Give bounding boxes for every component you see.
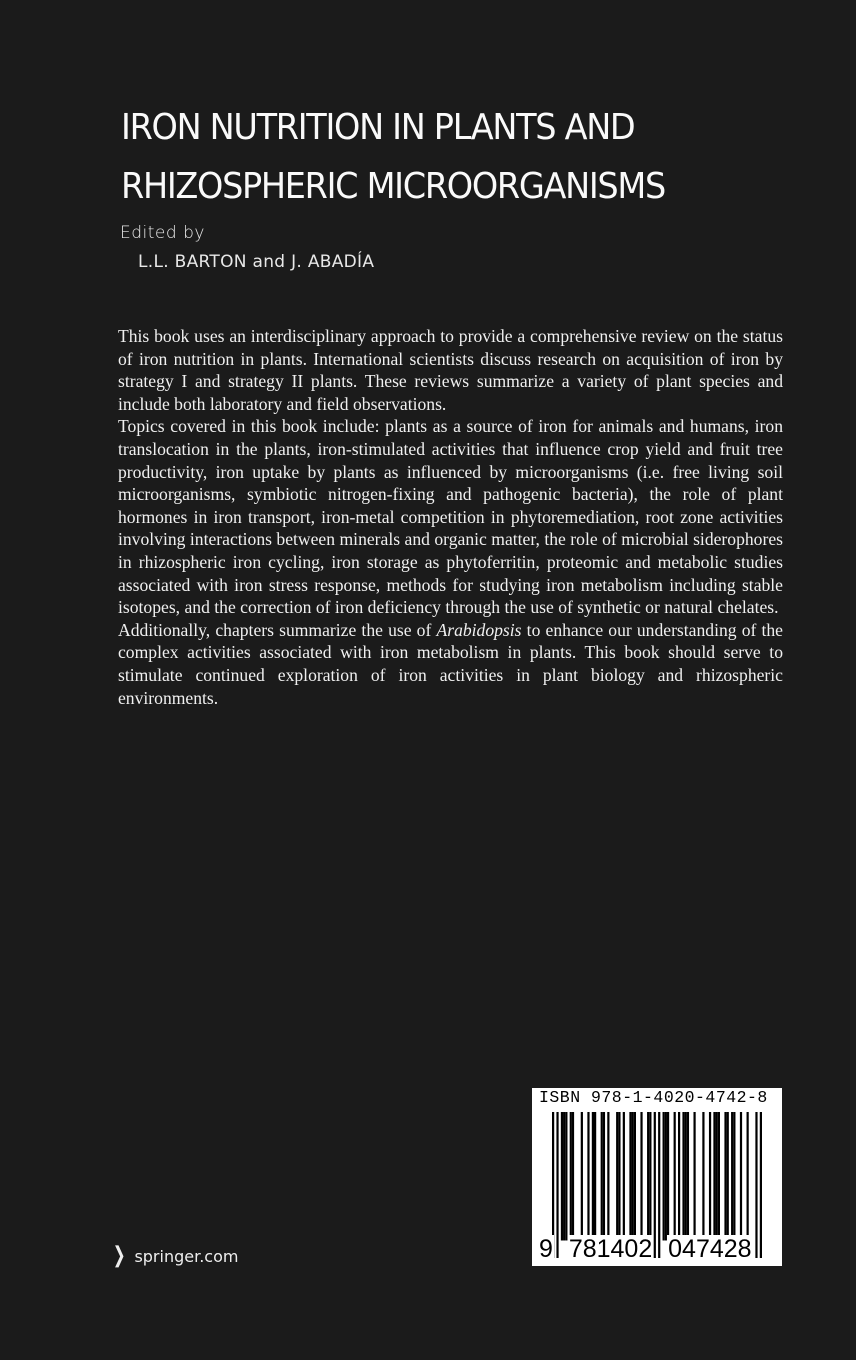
text: to enhance our understanding of the complex activities associated with iron metabolism in plants. This book should serve to stimulate continued exploration of iron activities in plant biology and rhizospheric environments. xyxy=(118,619,783,708)
barcode-bar xyxy=(716,1112,718,1240)
barcode-bar xyxy=(592,1112,594,1240)
barcode-bar xyxy=(623,1112,625,1240)
barcode-bar xyxy=(733,1112,735,1240)
description-paragraph-3 xyxy=(118,619,783,709)
barcode-bar xyxy=(618,1112,620,1240)
barcode-bar xyxy=(731,1112,733,1240)
barcode-bar xyxy=(603,1112,605,1240)
barcode-bar xyxy=(665,1112,667,1240)
title-line-2: RHIZOSPHERIC MICROORGANISMS xyxy=(121,166,665,207)
barcode-bar xyxy=(674,1112,676,1240)
description-paragraph-1: This book uses an interdisciplinary approach to provide a comprehensive review on the status of iron nutrition in plants. International scientists discuss research on acquisition of iron by strategy I and strategy II plants. These reviews summarize a variety of plant species and include both laboratory and field observations. xyxy=(118,326,783,414)
barcode-bar xyxy=(713,1112,715,1240)
barcode-bar xyxy=(687,1112,689,1240)
chevron-right-icon: ❯ xyxy=(112,1243,126,1268)
barcode-bar xyxy=(632,1112,634,1240)
barcode-bar xyxy=(663,1112,665,1240)
barcode-bar xyxy=(647,1112,649,1240)
barcode-bar xyxy=(640,1112,642,1240)
barcode-bar xyxy=(594,1112,596,1240)
book-title xyxy=(121,98,665,216)
barcode-bar xyxy=(563,1112,565,1240)
barcode-bar xyxy=(601,1112,603,1240)
barcode-bar xyxy=(678,1112,680,1240)
barcode-bar xyxy=(572,1112,574,1240)
barcode-bar xyxy=(634,1112,636,1240)
barcode-bar xyxy=(570,1112,572,1240)
barcode-bar xyxy=(693,1112,695,1240)
barcode-bar xyxy=(649,1112,651,1240)
barcode-bar xyxy=(740,1112,742,1240)
barcode-bar xyxy=(727,1112,729,1240)
barcode-bar xyxy=(718,1112,720,1240)
barcode-bar xyxy=(747,1112,749,1240)
barcode-bar xyxy=(616,1112,618,1240)
description-paragraph-2: Topics covered in this book include: plants as a source of iron for animals and humans, iron translocation in the plants, iron-stimulated activities that influence crop yield and fruit tree productivity, iron uptake by plants as influenced by microorganisms (i.e. free living soil microorganisms, symbiotic nitrogen-fixing and pathogenic bacteria), the role of plant hormones in iron transport, iron-metal competition in phytoremediation, root zone activities involving interactions between minerals and organic matter, the role of microbial siderophores in rhizospheric iron cycling, iron storage as phytoferritin, proteomic and metabolic studies associated with iron stress response, methods for studying iron metabolism including stable isotopes, and the correction of iron deficiency through the use of synthetic or natural chelates. xyxy=(118,416,783,618)
barcode-bar xyxy=(587,1112,589,1240)
barcode-bar xyxy=(702,1112,704,1240)
editors: L.L. BARTON and J. ABADÍA xyxy=(138,252,375,272)
barcode-bar xyxy=(709,1112,711,1240)
title-line-1: IRON NUTRITION IN PLANTS AND xyxy=(121,107,635,148)
publisher-url: springer.com xyxy=(134,1246,239,1266)
publisher-logo xyxy=(110,1243,239,1268)
isbn-barcode xyxy=(532,1088,782,1266)
barcode-digits xyxy=(538,1234,753,1264)
barcode-bar xyxy=(760,1112,762,1258)
book-description xyxy=(118,325,783,709)
barcode-bar xyxy=(685,1112,687,1240)
barcode-bar xyxy=(755,1112,757,1258)
species-name: Arabidopsis xyxy=(436,619,522,640)
barcode-bar xyxy=(682,1112,684,1240)
right-digits: 047428 xyxy=(668,1235,752,1263)
text: Additionally, chapters summarize the use of xyxy=(118,619,437,640)
edited-by-label: Edited by xyxy=(120,223,205,243)
barcode-bar xyxy=(581,1112,583,1240)
barcode-bar xyxy=(724,1112,726,1240)
left-digits: 781402 xyxy=(568,1235,653,1263)
barcode-bar xyxy=(667,1112,669,1240)
barcode-bar xyxy=(561,1112,563,1240)
barcode-bar xyxy=(565,1112,567,1240)
barcode-bar xyxy=(629,1112,631,1240)
isbn-label: ISBN 978-1-4020-4742-8 xyxy=(539,1088,768,1107)
barcode-bar xyxy=(607,1112,609,1240)
first-digit: 9 xyxy=(539,1235,553,1263)
